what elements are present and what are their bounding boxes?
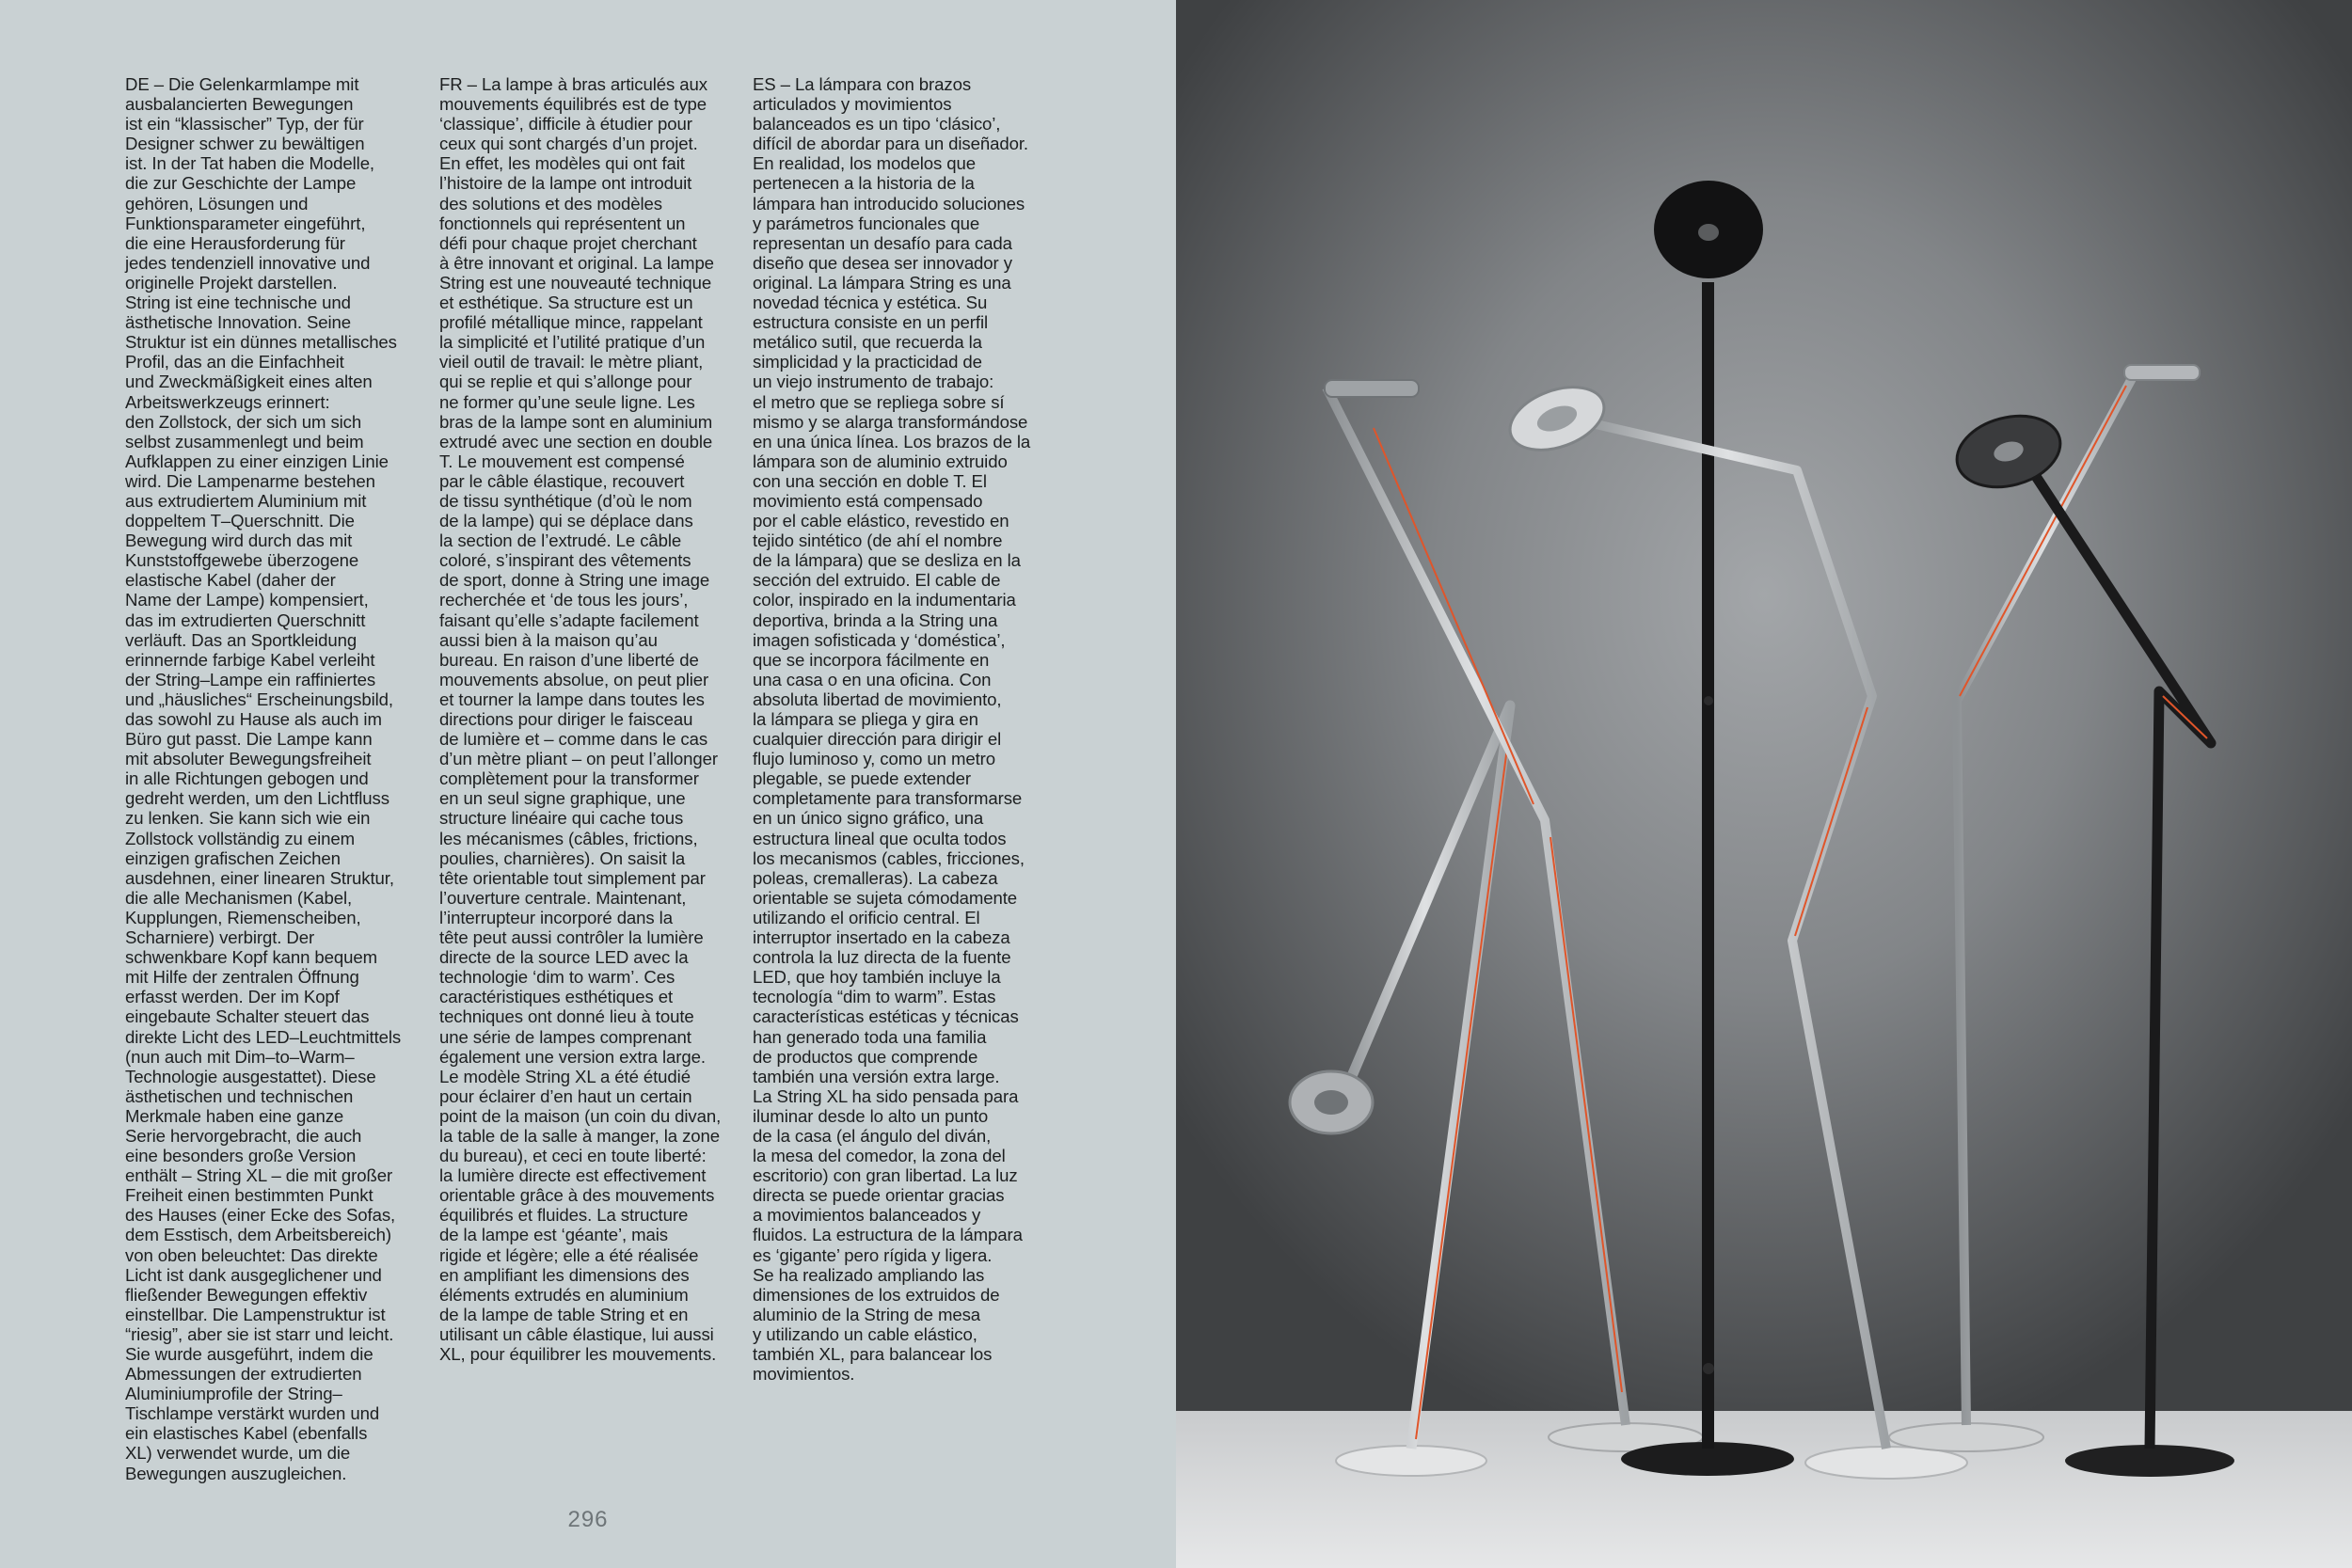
floor xyxy=(1176,1411,2352,1568)
product-photo xyxy=(1176,0,2352,1568)
text-column-german: DE – Die Gelenkarmlampe mit ausbalancierten Bewegungen ist ein “klassischer” Typ, der für Designer schwer zu bewältigen ist. In der Tat haben die Modelle, die zur Geschichte der Lampe gehören, Lösungen und Funktionsparameter eingeführt, die eine Herausforderung für jedes tendenziell innovative und originelle Projekt darstellen. String ist eine technische und ästhetische Innovation. Seine Struktur ist ein dünnes metallisches Profil, das an die Einfachheit und Zweckmäßigkeit eines alten Arbeitswerkzeugs erinnert: den Zollstock, der sich um sich selbst zusammenlegt und beim Aufklappen zu einer einzigen Linie wird. Die Lampenarme bestehen aus extrudiertem Aluminium mit doppeltem T–Querschnitt. Die Bewegung wird durch das mit Kunststoffgewebe überzogene elastische Kabel (daher der Name der Lampe) kompensiert, das im extrudierten Querschnitt verläuft. Das an Sportkleidung erinnernde farbige Kabel verleiht der String–Lampe ein raffiniertes und „häusliches“ Erscheinungsbild, das sowohl zu Hause als auch im Büro gut passt. Die Lampe kann mit absoluter Bewegungsfreiheit in alle Richtungen gebogen und gedreht werden, um den Lichtfluss zu lenken. Sie kann sich wie ein Zollstock vollständig zu einem einzigen grafischen Zeichen ausdehnen, einer linearen Struktur, die alle Mechanismen (Kabel, Kupplungen, Riemenscheiben, Scharniere) verbirgt. Der schwenkbare Kopf kann bequem mit Hilfe der zentralen Öffnung erfasst werden. Der im Kopf eingebaute Schalter steuert das direkte Licht des LED–Leuchtmittels (nun auch mit Dim–to–Warm– Technologie ausgestattet). Diese ästhetischen und technischen Merkmale haben eine ganze Serie hervorgebracht, die auch eine besonders große Version enthält – String XL – die mit großer Freiheit einen bestimmten Punkt des Hauses (einer Ecke des Sofas, dem Esstisch, dem Arbeitsbereich) von oben beleuchtet: Das direkte Licht ist dank ausgeglichener und fließender Bewegungen effektiv einstellbar. Die Lampenstruktur ist “riesig”, aber sie ist starr und leicht. Sie wurde ausgeführt, indem die Abmessungen der extrudierten Aluminiumprofile der String– Tischlampe verstärkt wurden und ein elastisches Kabel (ebenfalls XL) verwendet wurde, um die Bewegungen auszugleichen. xyxy=(125,74,402,1483)
lamps-illustration xyxy=(1176,0,2352,1568)
text-column-french: FR – La lampe à bras articulés aux mouvements équilibrés est de type ‘classique’, difficile à étudier pour ceux qui sont chargés d’un projet. En effet, les modèles qui ont fait l’histoire de la lampe ont introduit des solutions et des modèles fonctionnels qui représentent un défi pour chaque projet cherchant à être innovant et original. La lampe String est une nouveauté technique et esthétique. Sa structure est un profilé métallique mince, rappelant la simplicité et l’utilité pratique d’un vieil outil de travail: le mètre pliant, qui se replie et qui s’allonge pour ne former qu’une seule ligne. Les bras de la lampe sont en aluminium extrudé avec une section en double T. Le mouvement est compensé par le câble élastique, recouvert de tissu synthétique (d’où le nom de la lampe) qui se déplace dans la section de l’extrudé. Le câble coloré, s’inspirant des vêtements de sport, donne à String une image recherchée et ‘de tous les jours’, faisant qu’elle s’adapte facilement aussi bien à la maison qu’au bureau. En raison d’une liberté de mouvements absolue, on peut plier et tourner la lampe dans toutes les directions pour diriger le faisceau de lumière et – comme dans le cas d’un mètre pliant – on peut l’allonger complètement pour la transformer en un seul signe graphique, une structure linéaire qui cache tous les mécanismes (câbles, frictions, poulies, charnières). On saisit la tête orientable tout simplement par l’ouverture centrale. Maintenant, l’interrupteur incorporé dans la tête peut aussi contrôler la lumière directe de la source LED avec la technologie ‘dim to warm’. Ces caractéristiques esthétiques et techniques ont donné lieu à toute une série de lampes comprenant également une version extra large. Le modèle String XL a été étudié pour éclairer d’en haut un certain point de la maison (un coin du divan, la table de la salle à manger, la zone du bureau), et ceci en toute liberté: la lumière directe est effectivement orientable grâce à des mouvements équilibrés et fluides. La structure de la lampe est ‘géante’, mais rigide et légère; elle a été réalisée en amplifiant les dimensions des éléments extrudés en aluminium de la lampe de table String et en utilisant un câble élastique, lui aussi XL, pour équilibrer les mouvements. xyxy=(439,74,722,1364)
text-column-spanish: ES – La lámpara con brazos articulados y movimientos balanceados es un tipo ‘clásico’, difícil de abordar para un diseñador. En realidad, los modelos que pertenecen a la historia de la lámpara han introducido soluciones y parámetros funcionales que representan un desafío para cada diseño que desea ser innovador y original. La lámpara String es una novedad técnica y estética. Su estructura consiste en un perfil metálico sutil, que recuerda la simplicidad y la practicidad de un viejo instrumento de trabajo: el metro que se repliega sobre sí mismo y se alarga transformándose en una única línea. Los brazos de la lámpara son de aluminio extruido con una sección en doble T. El movimiento está compensado por el cable elástico, revestido en tejido sintético (de ahí el nombre de la lámpara) que se desliza en la sección del extruido. El cable de color, inspirado en la indumentaria deportiva, brinda a la String una imagen sofisticada y ‘doméstica’, que se incorpora fácilmente en una casa o en una oficina. Con absoluta libertad de movimiento, la lámpara se pliega y gira en cualquier dirección para dirigir el flujo luminoso y, como un metro plegable, se puede extender completamente para transformarse en un único signo gráfico, una estructura lineal que oculta todos los mecanismos (cables, fricciones, poleas, cremalleras). La cabeza orientable se sujeta cómodamente utilizando el orificio central. El interruptor insertado en la cabeza controla la luz directa de la fuente LED, que hoy también incluye la tecnología “dim to warm”. Estas características estéticas y técnicas han generado toda una familia de productos que comprende también una versión extra large. La String XL ha sido pensada para iluminar desde lo alto un punto de la casa (el ángulo del diván, la mesa del comedor, la zona del escritorio) con gran libertad. La luz directa se puede orientar gracias a movimientos balanceados y fluidos. La estructura de la lámpara es ‘gigante’ pero rígida y ligera. Se ha realizado ampliando las dimensiones de los extruidos de aluminio de la String de mesa y utilizando un cable elástico, también XL, para balancear los movimientos. xyxy=(753,74,1031,1385)
page-number: 296 xyxy=(567,1507,609,1532)
